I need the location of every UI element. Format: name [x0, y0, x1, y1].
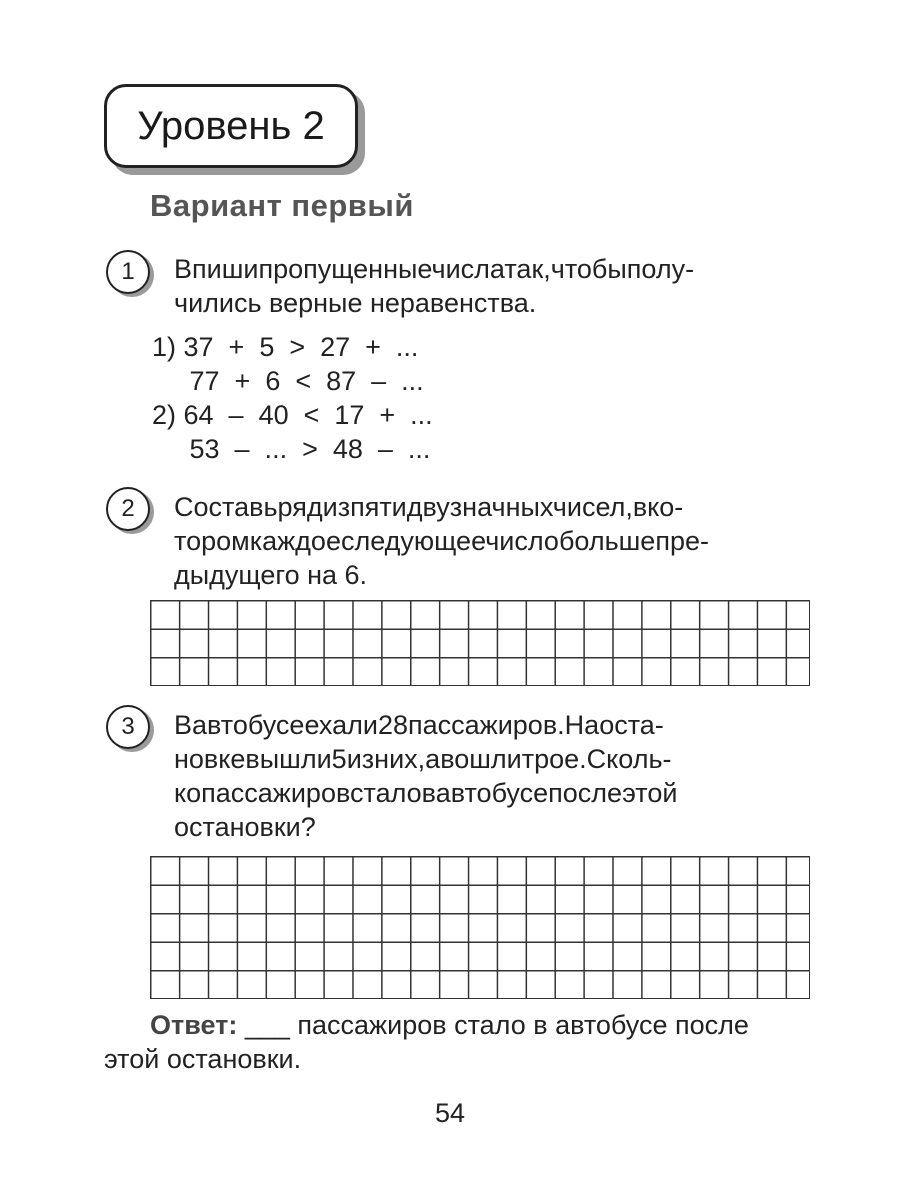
task-2-line-3: дыдущего на 6.	[174, 560, 368, 590]
variant-title: Вариант первый	[150, 188, 414, 223]
answer-line-1	[150, 1008, 749, 1042]
task-3-line-1: Вавтобусеехали28пассажиров.Наоста-	[174, 710, 664, 740]
task-2-number: 2	[106, 487, 150, 531]
answer-text-1: ___ пассажиров стало в автобусе после	[237, 1010, 749, 1040]
answer-line-2: этой остановки.	[104, 1044, 302, 1074]
task-1-line-1: Впишипропущенныечислатак,чтобыполу-	[174, 254, 695, 284]
task-3-number: 3	[106, 705, 150, 749]
task-2-line-1: Составьрядизпятидвузначныхчисел,вко-	[174, 492, 684, 522]
task-1-text	[174, 252, 820, 320]
task-3-line-2: новкевышли5изних,авошлитрое.Сколь-	[174, 744, 672, 774]
task-2-text	[174, 490, 820, 592]
task-1-line-2: чились верные неравенства.	[174, 288, 537, 318]
answer-label: Ответ:	[150, 1010, 238, 1040]
inequality-3: 2) 64 – 40 < 17 + ...	[152, 400, 433, 430]
task-2-line-2: торомкаждоеследующеечислобольшепре-	[174, 526, 709, 556]
task-2-answer-grid[interactable]	[150, 600, 810, 686]
task-3-line-3: копассажировсталовавтобусепослеэтой	[174, 778, 678, 808]
page-number: 54	[434, 1098, 466, 1128]
task-3-text	[174, 708, 820, 844]
inequality-4: 53 – ... > 48 – ...	[152, 434, 431, 464]
level-title: Уровень 2	[104, 84, 358, 168]
inequality-1: 1) 37 + 5 > 27 + ...	[152, 332, 419, 362]
task-3-answer-grid[interactable]	[150, 856, 810, 999]
inequality-2: 77 + 6 < 87 – ...	[152, 366, 424, 396]
task-1-number: 1	[106, 250, 150, 294]
task-3-line-4: остановки?	[174, 812, 316, 842]
